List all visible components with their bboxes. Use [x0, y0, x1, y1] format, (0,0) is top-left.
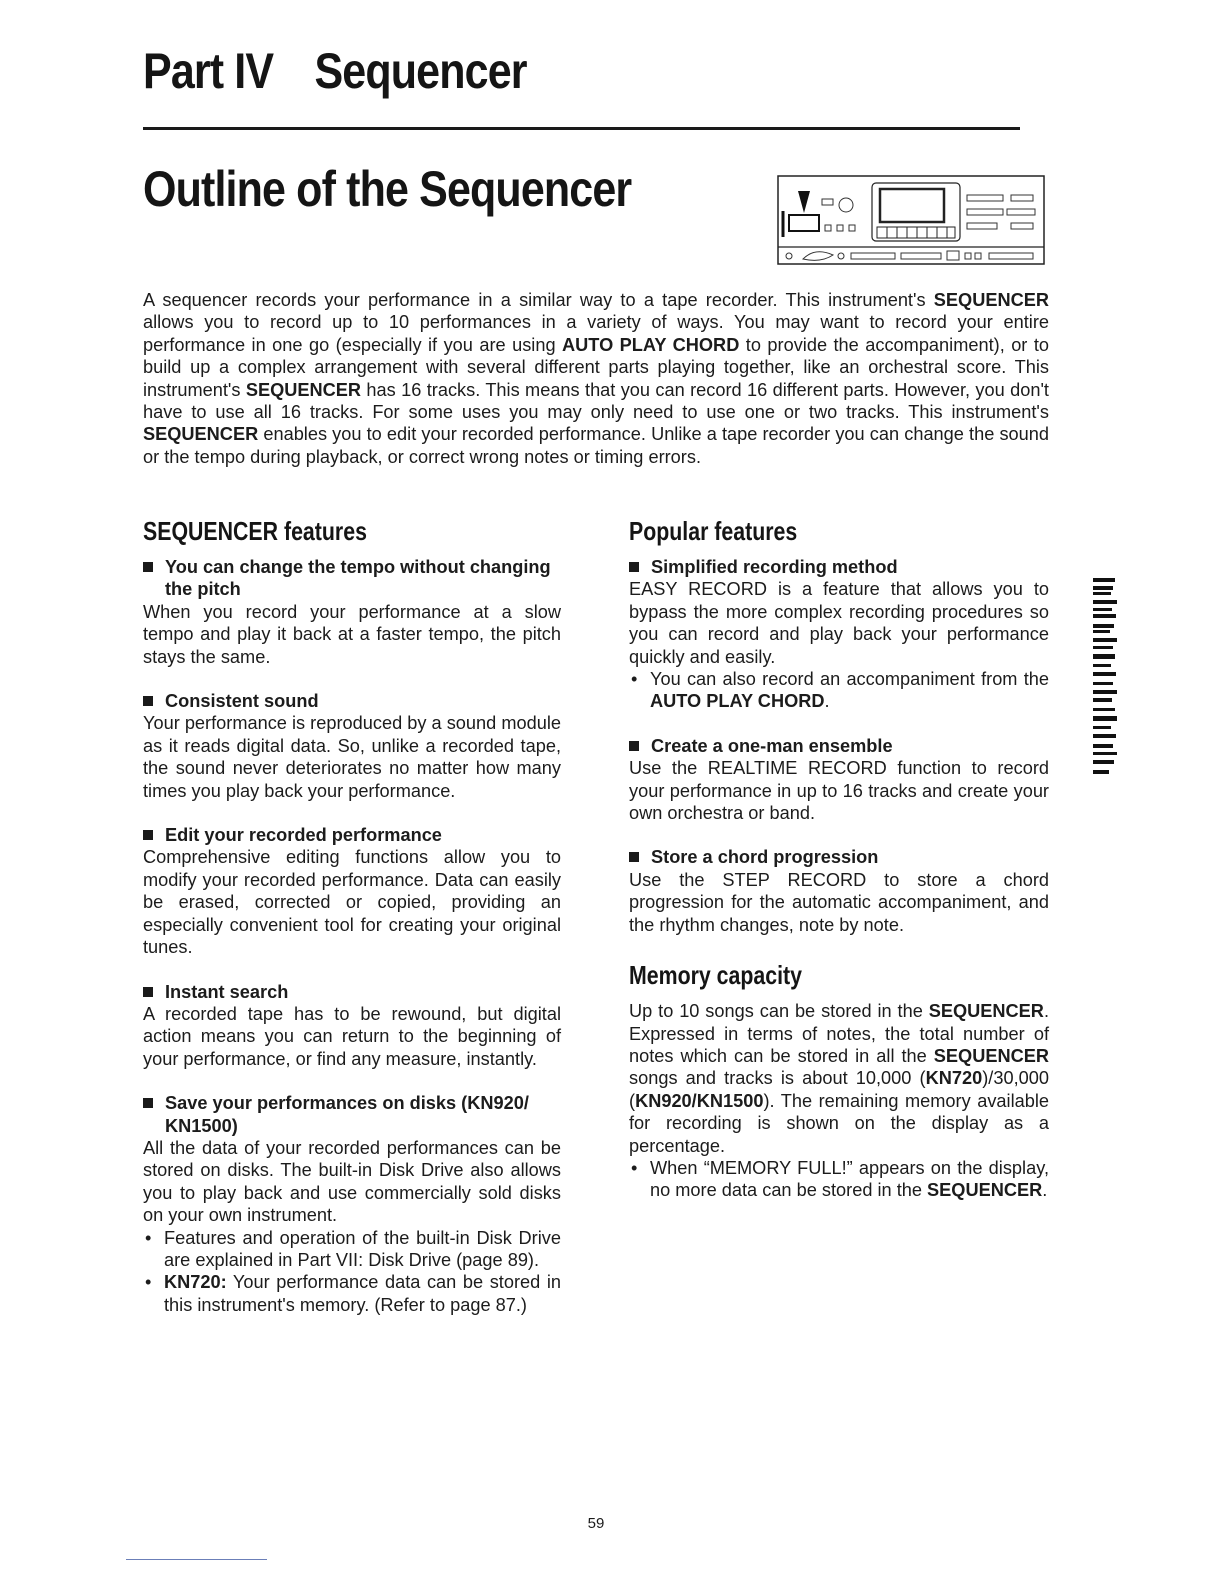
title-divider [143, 127, 1020, 130]
popular-features-heading: Popular features [629, 516, 798, 546]
feature-body: EASY RECORD is a feature that allows you to bypass the more complex recording procedures so you can record and play back your performance quickly and easily. [629, 579, 1049, 667]
feature-heading: Edit your recorded performance [165, 825, 442, 846]
footer-line [126, 1559, 267, 1560]
list-item: • You can also record an accompaniment from the AUTO PLAY CHORD. [629, 668, 1049, 713]
feature-body: A recorded tape has to be rewound, but digital action means you can return to the beginning of your performance, or find any measure, instantly. [143, 1003, 561, 1069]
feature-heading: You can change the tempo without changing the pitch [165, 557, 551, 600]
bullet-list [143, 1227, 561, 1317]
sequencer-features-heading: SEQUENCER features [143, 516, 367, 546]
feature-consistent-sound [143, 690, 561, 802]
feature-tempo [143, 556, 561, 668]
square-bullet-icon [629, 741, 639, 751]
feature-save-disks [143, 1092, 561, 1316]
feature-body: Comprehensive editing functions allow you to modify your recorded performance. Data can easily be erased, corrected or copied, providing an especially convenient tool for creating your original tunes. [143, 847, 561, 958]
feature-heading: Create a one-man ensemble [651, 735, 893, 756]
feature-heading: Save your performances on disks (KN920/ KN1500) [165, 1093, 529, 1136]
feature-heading: Consistent sound [165, 691, 319, 712]
feature-edit [143, 824, 561, 958]
part-label: Part IV [143, 43, 274, 99]
square-bullet-icon [143, 696, 153, 706]
feature-simplified-recording [629, 556, 1049, 713]
list-item: • KN720: Your performance data can be stored in this instrument's memory. (Refer to page 87.) [143, 1271, 561, 1316]
feature-instant-search [143, 981, 561, 1071]
feature-one-man-ensemble [629, 735, 1049, 825]
memory-capacity-body: Up to 10 songs can be stored in the SEQUENCER. Expressed in terms of notes, the total number of notes which can be stored in all the SEQUENCER songs and tracks is about 10,000 (KN720)/30,000 (KN920/KN1500). The remaining memory available for recording is shown on the display as a percentage. [629, 1001, 1049, 1156]
feature-body: Use the REALTIME RECORD function to record your performance in up to 16 tracks and create your own orchestra or band. [629, 758, 1049, 824]
square-bullet-icon [629, 852, 639, 862]
sequencer-features-column [143, 516, 561, 1338]
feature-body: All the data of your recorded performances can be stored on disks. The built-in Disk Drive also allows you to play back and use commercially sold disks on your own instrument. [143, 1137, 561, 1226]
control-panel-diagram [777, 175, 1045, 265]
list-item: • When “MEMORY FULL!” appears on the display, no more data can be stored in the SEQUENCER. [629, 1157, 1049, 1202]
page-number: 59 [587, 1515, 605, 1532]
feature-body: Your performance is reproduced by a sound module as it reads digital data. So, unlike a recorded tape, the sound never deteriorates no matter how many times you play back your performance. [143, 713, 561, 801]
square-bullet-icon [629, 562, 639, 572]
bullet-list [629, 668, 1049, 713]
memory-capacity-section [629, 960, 1049, 1202]
square-bullet-icon [143, 1098, 153, 1108]
bullet-list [629, 1157, 1049, 1202]
feature-body: When you record your performance at a slow tempo and play it back at a faster tempo, the pitch stays the same. [143, 601, 561, 667]
square-bullet-icon [143, 830, 153, 840]
square-bullet-icon [143, 987, 153, 997]
list-item: • Features and operation of the built-in Disk Drive are explained in Part VII: Disk Drive (page 89). [143, 1227, 561, 1272]
popular-features-column [629, 516, 1049, 1202]
memory-capacity-heading: Memory capacity [629, 960, 803, 991]
part-name: Sequencer [314, 43, 527, 99]
feature-body: Use the STEP RECORD to store a chord progression for the automatic accompaniment, and the rhythm changes, note by note. [629, 869, 1049, 935]
square-bullet-icon [143, 562, 153, 572]
section-title: Outline of the Sequencer [143, 161, 632, 217]
intro-paragraph: A sequencer records your performance in a similar way to a tape recorder. This instrument's SEQUENCER allows you to record up to 10 performances in a variety of ways. You may want to record your entire performance in one go (especially if you are using AUTO PLAY CHORD to provide the accompaniment), or to build up a complex arrangement with several different parts playing together, like an orchestral score. This instrument's SEQUENCER has 16 tracks. This means that you can record 16 different parts. However, you don't have to use all 16 tracks. For some uses you may only need to use one or two tracks. This instrument's SEQUENCER enables you to edit your recorded performance. Unlike a tape recorder you can change the sound or the tempo during playback, or correct wrong notes or timing errors. [143, 290, 1049, 467]
feature-heading: Simplified recording method [651, 557, 898, 577]
section-thumb-tab [1093, 578, 1125, 778]
feature-heading: Store a chord progression [651, 847, 879, 868]
feature-chord-progression [629, 846, 1049, 936]
part-title [143, 42, 527, 100]
feature-heading: Instant search [165, 981, 289, 1002]
